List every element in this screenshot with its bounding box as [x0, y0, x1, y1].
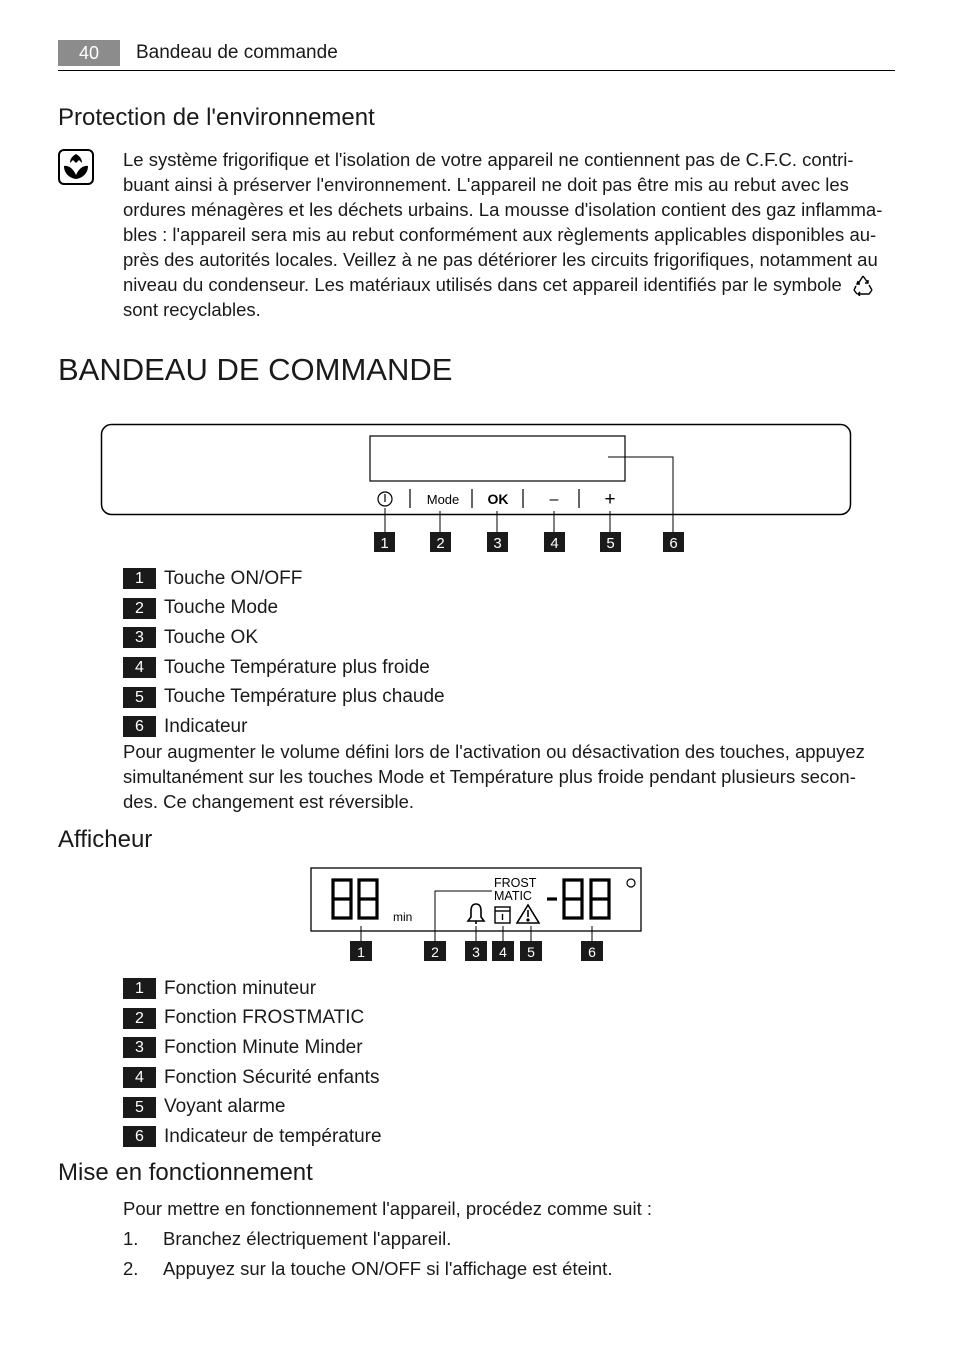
legend-number: 5 [123, 687, 156, 708]
env-line-with-symbol [123, 272, 895, 297]
callout-5 [520, 941, 542, 961]
legend-row [123, 623, 445, 653]
svg-text:1: 1 [380, 535, 389, 552]
legend-row [123, 1063, 382, 1093]
mode-button-label: Mode [426, 492, 460, 507]
legend-row [123, 594, 445, 624]
callout-6 [663, 532, 684, 552]
svg-text:4: 4 [499, 944, 507, 960]
note-line: des. Ce changement est réversible. [123, 791, 415, 812]
legend-label: Indicateur de température [164, 1125, 382, 1147]
environment-paragraph [123, 147, 895, 322]
legend-number: 3 [123, 1037, 156, 1058]
legend-number: 6 [123, 1126, 156, 1147]
legend-label: Fonction FROSTMATIC [164, 1007, 365, 1029]
callout-6 [581, 941, 603, 961]
note-line: Pour augmenter le volume défini lors de l'activation ou désactivation des touches, appuyez [123, 741, 865, 762]
step-index: 1. [123, 1228, 139, 1249]
min-label: min [393, 910, 413, 924]
legend-row [123, 712, 445, 742]
operation-heading: Mise en fonctionnement [58, 1159, 313, 1186]
legend-number: 6 [123, 716, 156, 737]
callout-2 [430, 532, 451, 552]
legend-row [123, 974, 382, 1004]
legend-label: Touche Température plus froide [164, 656, 430, 678]
svg-text:2: 2 [431, 944, 439, 960]
matic-label: MATIC [494, 889, 532, 903]
svg-text:2: 2 [436, 535, 445, 552]
legend-row [123, 1122, 382, 1152]
running-title: Bandeau de commande [136, 42, 338, 63]
callout-3 [487, 532, 508, 552]
svg-text:4: 4 [550, 535, 559, 552]
legend-number: 1 [123, 568, 156, 589]
legend-label: Touche OK [164, 626, 258, 648]
svg-text:3: 3 [493, 535, 502, 552]
svg-text:3: 3 [472, 944, 480, 960]
legend-label: Fonction Sécurité enfants [164, 1066, 380, 1088]
operation-steps [123, 1224, 612, 1284]
control-panel-diagram [100, 422, 854, 558]
display-heading: Afficheur [58, 826, 153, 853]
env-line: Le système frigorifique et l'isolation de votre appareil ne contiennent pas de C.F.C. contri- [123, 149, 854, 170]
legend-row [123, 1033, 382, 1063]
legend-label: Touche Mode [164, 597, 279, 619]
callout-2 [424, 941, 446, 961]
plus-button-label: + [604, 489, 616, 510]
callout-3 [465, 941, 487, 961]
legend-label: Fonction minuteur [164, 977, 317, 999]
env-line: niveau du condenseur. Les matériaux utilisés dans cet appareil identifiés par le symbole [123, 274, 842, 295]
callout-4 [492, 941, 514, 961]
svg-text:6: 6 [588, 944, 596, 960]
legend-label: Voyant alarme [164, 1096, 286, 1118]
panel-display-window [370, 436, 625, 481]
display-legend [123, 974, 382, 1152]
legend-number: 1 [123, 978, 156, 999]
env-line: bles : l'appareil sera mis au rebut conformément aux règlements applicables disponibles au- [123, 224, 877, 245]
frost-label: FROST [494, 876, 537, 890]
control-panel-legend [123, 564, 445, 742]
env-line: buant ainsi à préserver l'environnement. L'appareil ne doit pas être mis au rebut avec les [123, 174, 849, 195]
legend-row [123, 564, 445, 594]
eco-flower-icon [58, 149, 94, 185]
step-text: Appuyez sur la touche ON/OFF si l'affichage est éteint. [163, 1258, 613, 1279]
callout-1 [350, 941, 372, 961]
step-item [123, 1224, 612, 1254]
legend-number: 5 [123, 1097, 156, 1118]
callout-1 [374, 532, 395, 552]
operation-intro: Pour mettre en fonctionnement l'appareil, procédez comme suit : [123, 1198, 652, 1219]
environment-heading: Protection de l'environnement [58, 104, 375, 131]
legend-number: 3 [123, 627, 156, 648]
ok-button-label: OK [487, 491, 509, 507]
callout-4 [544, 532, 565, 552]
legend-row [123, 1092, 382, 1122]
svg-text:1: 1 [357, 944, 365, 960]
legend-label: Fonction Minute Minder [164, 1036, 363, 1058]
legend-label: Touche ON/OFF [164, 567, 303, 589]
legend-row [123, 653, 445, 683]
page-number: 40 [58, 40, 120, 66]
step-text: Branchez électriquement l'appareil. [163, 1228, 452, 1249]
legend-number: 4 [123, 657, 156, 678]
legend-number: 2 [123, 598, 156, 619]
svg-text:5: 5 [606, 535, 615, 552]
svg-text:5: 5 [527, 944, 535, 960]
minus-button-label: – [549, 491, 559, 508]
svg-text:6: 6 [669, 535, 678, 552]
legend-row [123, 682, 445, 712]
display-diagram [309, 866, 645, 966]
legend-label: Indicateur [164, 715, 248, 737]
callout-5 [600, 532, 621, 552]
recycle-icon [851, 274, 875, 296]
step-index: 2. [123, 1258, 139, 1279]
legend-number: 4 [123, 1067, 156, 1088]
header-rule [58, 70, 895, 71]
env-line: sont recyclables. [123, 299, 261, 320]
legend-number: 2 [123, 1008, 156, 1029]
section-title: BANDEAU DE COMMANDE [58, 352, 453, 387]
env-line: près des autorités locales. Veillez à ne pas détériorer les circuits frigorifiques, notamment au [123, 249, 878, 270]
legend-row [123, 1004, 382, 1034]
step-item [123, 1254, 612, 1284]
note-line: simultanément sur les touches Mode et Température plus froide pendant plusieurs secon- [123, 766, 856, 787]
legend-label: Touche Température plus chaude [164, 686, 445, 708]
env-line: ordures ménagères et les déchets urbains. La mousse d'isolation contient des gaz inflamma- [123, 199, 883, 220]
control-panel-note [123, 739, 895, 814]
